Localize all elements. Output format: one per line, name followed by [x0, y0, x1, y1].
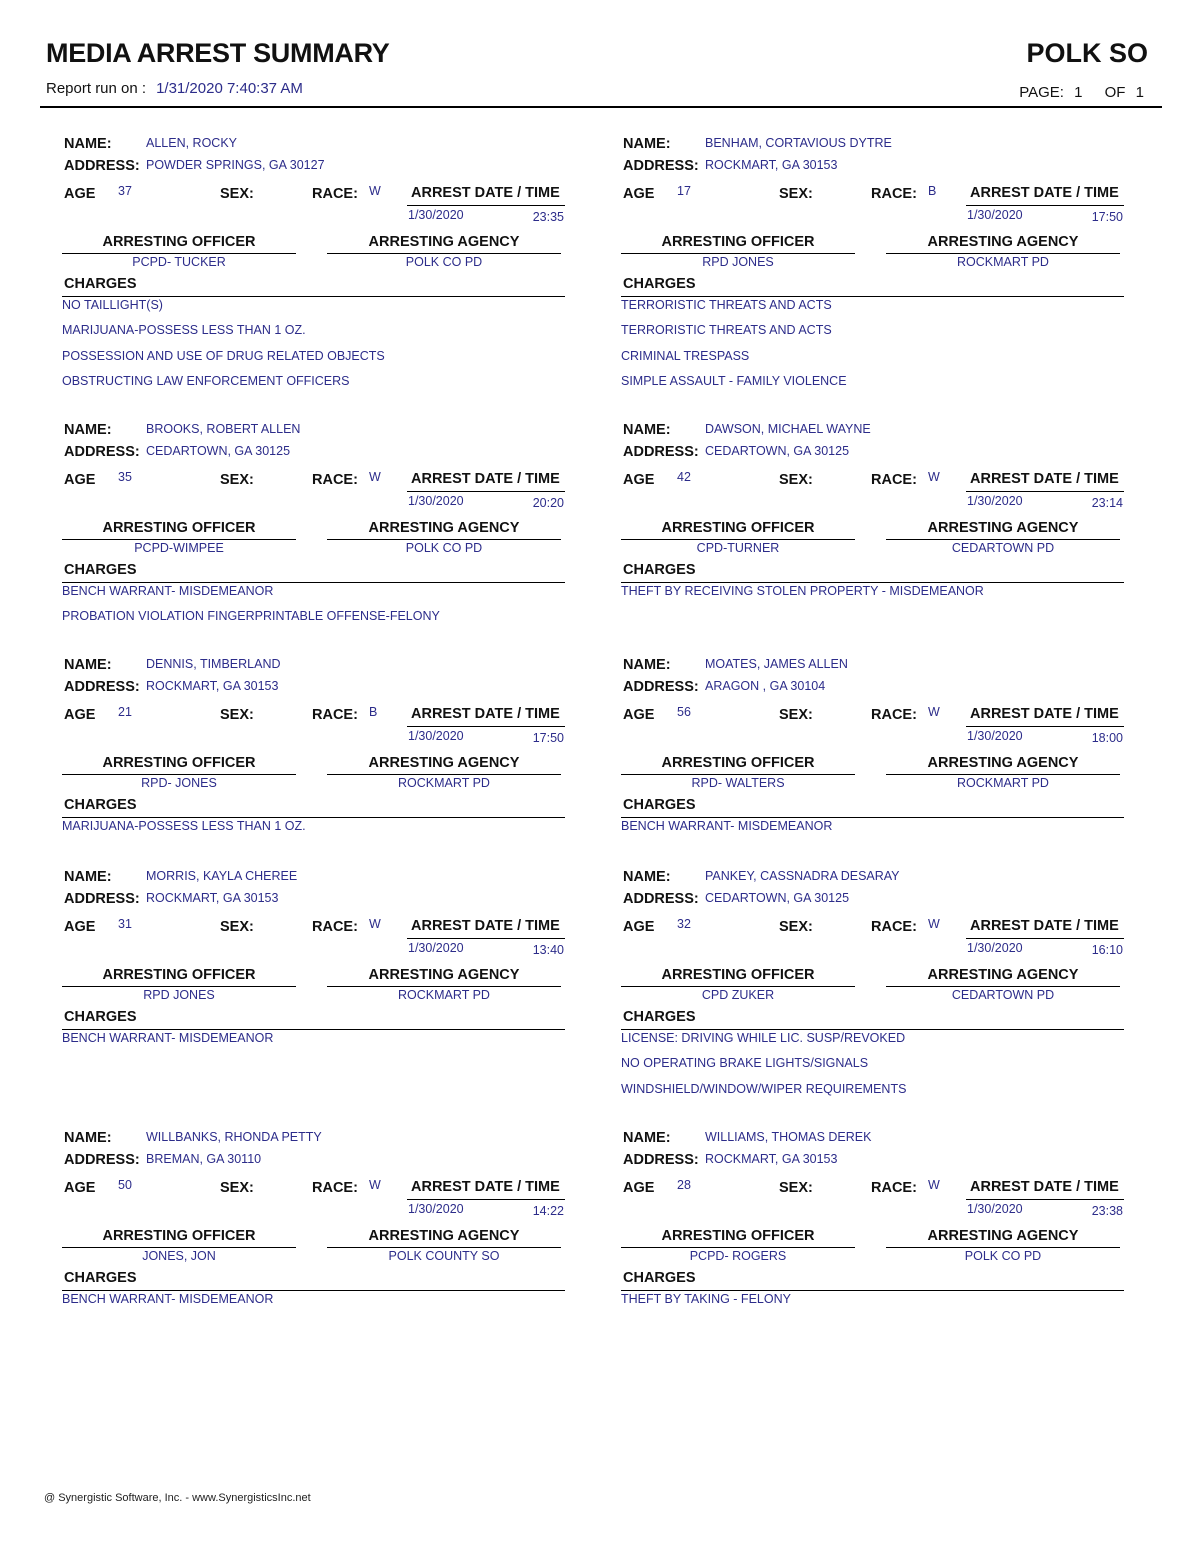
name-label: NAME:	[623, 1130, 671, 1146]
person-race: W	[369, 184, 381, 198]
arrest-time: 20:20	[532, 496, 564, 510]
arrest-datetime-rule	[966, 491, 1124, 492]
name-label: NAME:	[623, 422, 671, 438]
person-name: DENNIS, TIMBERLAND	[146, 657, 281, 671]
race-label: RACE:	[871, 707, 917, 723]
arrest-datetime-label: ARREST DATE / TIME	[970, 185, 1119, 201]
agency-rule	[886, 774, 1120, 775]
page-total: 1	[1135, 84, 1144, 101]
page-label: PAGE:	[1019, 84, 1064, 101]
charges-rule	[621, 1290, 1124, 1291]
arrest-time: 23:38	[1091, 1204, 1123, 1218]
agency-label: ARRESTING AGENCY	[368, 520, 520, 536]
arrest-datetime-rule	[966, 1199, 1124, 1200]
arrest-record-9	[62, 1118, 565, 1318]
arresting-agency: POLK CO PD	[964, 1249, 1042, 1263]
charge-item: THEFT BY TAKING - FELONY	[621, 1292, 791, 1306]
charge-item: MARIJUANA-POSSESS LESS THAN 1 OZ.	[62, 819, 306, 833]
arresting-officer: JONES, JON	[142, 1249, 216, 1263]
charges-rule	[621, 582, 1124, 583]
person-address: ROCKMART, GA 30153	[146, 679, 279, 693]
race-label: RACE:	[312, 472, 358, 488]
arresting-agency: CEDARTOWN PD	[951, 541, 1055, 555]
person-name: MOATES, JAMES ALLEN	[705, 657, 848, 671]
officer-label: ARRESTING OFFICER	[661, 520, 815, 536]
agency-label: ARRESTING AGENCY	[368, 967, 520, 983]
address-label: ADDRESS:	[623, 1152, 699, 1168]
charges-rule	[621, 817, 1124, 818]
charges-label: CHARGES	[623, 1009, 696, 1025]
officer-rule	[62, 253, 296, 254]
arrest-datetime-label: ARREST DATE / TIME	[970, 706, 1119, 722]
agency-rule	[886, 1247, 1120, 1248]
arresting-officer: RPD JONES	[702, 255, 774, 269]
person-age: 32	[677, 917, 691, 931]
footer-credit: @ Synergistic Software, Inc. - www.SynergisticsInc.net	[44, 1492, 311, 1504]
age-label: AGE	[623, 919, 655, 935]
arresting-agency: ROCKMART PD	[957, 776, 1049, 790]
charge-item: BENCH WARRANT- MISDEMEANOR	[62, 1292, 274, 1306]
charge-item: TERRORISTIC THREATS AND ACTS	[621, 323, 832, 338]
person-race: B	[928, 184, 937, 198]
charges-rule	[621, 1029, 1124, 1030]
officer-label: ARRESTING OFFICER	[661, 1228, 815, 1244]
agency-label: ARRESTING AGENCY	[927, 234, 1079, 250]
charges-label: CHARGES	[64, 1009, 137, 1025]
charges-rule	[62, 817, 565, 818]
arresting-officer: PCPD- ROGERS	[689, 1249, 787, 1263]
officer-rule	[621, 253, 855, 254]
officer-rule	[62, 539, 296, 540]
person-name: WILLIAMS, THOMAS DEREK	[705, 1130, 872, 1144]
arrest-time: 17:50	[1091, 210, 1123, 224]
age-label: AGE	[623, 707, 655, 723]
officer-rule	[621, 774, 855, 775]
officer-label: ARRESTING OFFICER	[661, 967, 815, 983]
name-label: NAME:	[623, 657, 671, 673]
agency-rule	[327, 774, 561, 775]
age-label: AGE	[64, 707, 96, 723]
arresting-officer: RPD JONES	[143, 988, 215, 1002]
arresting-officer: CPD ZUKER	[701, 988, 775, 1002]
arresting-officer: RPD- JONES	[141, 776, 217, 790]
person-address: CEDARTOWN, GA 30125	[705, 444, 850, 458]
arrest-datetime-rule	[407, 491, 565, 492]
arrest-record-5	[62, 645, 565, 845]
arresting-officer: PCPD-WIMPEE	[134, 541, 224, 555]
charges-rule	[62, 582, 565, 583]
charges-label: CHARGES	[623, 562, 696, 578]
officer-rule	[62, 1247, 296, 1248]
name-label: NAME:	[64, 422, 112, 438]
officer-label: ARRESTING OFFICER	[102, 234, 256, 250]
agency-rule	[886, 986, 1120, 987]
arrest-date: 1/30/2020	[408, 208, 464, 222]
officer-label: ARRESTING OFFICER	[102, 520, 256, 536]
header-rule	[40, 106, 1162, 108]
charges-label: CHARGES	[64, 276, 137, 292]
arrest-record-6	[621, 645, 1124, 845]
sex-label: SEX:	[220, 707, 254, 723]
agency-rule	[327, 1247, 561, 1248]
arrest-time: 23:14	[1091, 496, 1123, 510]
person-age: 28	[677, 1178, 691, 1192]
agency-rule	[886, 539, 1120, 540]
officer-label: ARRESTING OFFICER	[661, 755, 815, 771]
person-address: CEDARTOWN, GA 30125	[146, 444, 291, 458]
charge-item: MARIJUANA-POSSESS LESS THAN 1 OZ.	[62, 323, 306, 338]
name-label: NAME:	[623, 136, 671, 152]
charges-label: CHARGES	[64, 797, 137, 813]
person-age: 31	[118, 917, 132, 931]
arrest-record-3	[62, 410, 565, 624]
person-age: 21	[118, 705, 132, 719]
agency-label: ARRESTING AGENCY	[927, 520, 1079, 536]
person-name: MORRIS, KAYLA CHEREE	[146, 869, 298, 883]
arrest-date: 1/30/2020	[967, 1202, 1023, 1216]
race-label: RACE:	[871, 1180, 917, 1196]
charge-item: POSSESSION AND USE OF DRUG RELATED OBJECTS	[62, 348, 385, 363]
race-label: RACE:	[871, 472, 917, 488]
agency-label: ARRESTING AGENCY	[927, 967, 1079, 983]
agency-rule	[886, 253, 1120, 254]
officer-rule	[621, 539, 855, 540]
report-title: MEDIA ARREST SUMMARY	[46, 38, 390, 68]
agency-title: POLK SO	[1026, 38, 1148, 68]
age-label: AGE	[64, 919, 96, 935]
arrest-record-4	[621, 410, 1124, 610]
officer-label: ARRESTING OFFICER	[102, 1228, 256, 1244]
charge-item: TERRORISTIC THREATS AND ACTS	[621, 298, 832, 312]
arresting-officer: RPD- WALTERS	[691, 776, 785, 790]
person-name: ALLEN, ROCKY	[146, 136, 238, 150]
person-race: W	[369, 917, 381, 931]
person-age: 56	[677, 705, 691, 719]
charge-item: THEFT BY RECEIVING STOLEN PROPERTY - MISDEMEANOR	[621, 584, 984, 598]
arresting-agency: POLK COUNTY SO	[388, 1249, 500, 1263]
age-label: AGE	[64, 186, 96, 202]
race-label: RACE:	[871, 919, 917, 935]
agency-label: ARRESTING AGENCY	[927, 1228, 1079, 1244]
age-label: AGE	[623, 1180, 655, 1196]
name-label: NAME:	[64, 869, 112, 885]
charges-label: CHARGES	[64, 1270, 137, 1286]
arrest-time: 16:10	[1091, 943, 1123, 957]
person-race: W	[369, 1178, 381, 1192]
arresting-officer: PCPD- TUCKER	[132, 255, 226, 269]
person-name: WILLBANKS, RHONDA PETTY	[146, 1130, 322, 1144]
arrest-date: 1/30/2020	[967, 208, 1023, 222]
arrest-datetime-label: ARREST DATE / TIME	[970, 918, 1119, 934]
address-label: ADDRESS:	[623, 158, 699, 174]
charge-item: BENCH WARRANT- MISDEMEANOR	[621, 819, 833, 833]
arrest-time: 23:35	[532, 210, 564, 224]
charge-item: CRIMINAL TRESPASS	[621, 348, 750, 363]
arrest-record-10	[621, 1118, 1124, 1318]
race-label: RACE:	[871, 186, 917, 202]
arrest-datetime-label: ARREST DATE / TIME	[411, 471, 560, 487]
person-race: W	[928, 917, 940, 931]
address-label: ADDRESS:	[623, 679, 699, 695]
age-label: AGE	[64, 1180, 96, 1196]
charges-label: CHARGES	[623, 797, 696, 813]
sex-label: SEX:	[779, 707, 813, 723]
charge-item: BENCH WARRANT- MISDEMEANOR	[62, 1031, 274, 1045]
arrest-record-8	[621, 857, 1124, 1096]
agency-rule	[327, 539, 561, 540]
officer-rule	[621, 986, 855, 987]
arrest-date: 1/30/2020	[408, 494, 464, 508]
page-of-label: OF	[1104, 84, 1126, 101]
person-age: 50	[118, 1178, 132, 1192]
address-label: ADDRESS:	[64, 1152, 140, 1168]
arresting-officer: CPD-TURNER	[696, 541, 780, 555]
race-label: RACE:	[312, 919, 358, 935]
sex-label: SEX:	[779, 186, 813, 202]
arrest-datetime-rule	[966, 726, 1124, 727]
person-name: PANKEY, CASSNADRA DESARAY	[705, 869, 900, 883]
charge-item: NO OPERATING BRAKE LIGHTS/SIGNALS	[621, 1056, 869, 1071]
address-label: ADDRESS:	[64, 679, 140, 695]
report-run-value: 1/31/2020 7:40:37 AM	[156, 80, 303, 97]
report-run-label: Report run on :	[46, 80, 147, 97]
race-label: RACE:	[312, 1180, 358, 1196]
arrest-datetime-label: ARREST DATE / TIME	[411, 185, 560, 201]
person-address: ROCKMART, GA 30153	[705, 1152, 838, 1166]
agency-label: ARRESTING AGENCY	[368, 234, 520, 250]
address-label: ADDRESS:	[623, 891, 699, 907]
person-name: BROOKS, ROBERT ALLEN	[146, 422, 301, 436]
sex-label: SEX:	[779, 1180, 813, 1196]
sex-label: SEX:	[220, 919, 254, 935]
officer-label: ARRESTING OFFICER	[661, 234, 815, 250]
agency-rule	[327, 986, 561, 987]
arrest-datetime-label: ARREST DATE / TIME	[970, 471, 1119, 487]
address-label: ADDRESS:	[64, 158, 140, 174]
person-race: W	[928, 705, 940, 719]
charges-rule	[621, 296, 1124, 297]
charge-item: NO TAILLIGHT(S)	[62, 298, 163, 312]
address-label: ADDRESS:	[64, 444, 140, 460]
arresting-agency: POLK CO PD	[405, 541, 483, 555]
person-age: 37	[118, 184, 132, 198]
address-label: ADDRESS:	[623, 444, 699, 460]
race-label: RACE:	[312, 186, 358, 202]
charges-rule	[62, 1290, 565, 1291]
arrest-datetime-label: ARREST DATE / TIME	[411, 918, 560, 934]
person-race: W	[928, 470, 940, 484]
arresting-agency: ROCKMART PD	[398, 988, 490, 1002]
sex-label: SEX:	[779, 919, 813, 935]
arrest-datetime-label: ARREST DATE / TIME	[411, 706, 560, 722]
sex-label: SEX:	[220, 186, 254, 202]
arresting-agency: POLK CO PD	[405, 255, 483, 269]
arrest-time: 17:50	[532, 731, 564, 745]
arrest-datetime-label: ARREST DATE / TIME	[970, 1179, 1119, 1195]
arrest-datetime-rule	[407, 205, 565, 206]
report-run-row	[46, 80, 303, 97]
race-label: RACE:	[312, 707, 358, 723]
person-address: CEDARTOWN, GA 30125	[705, 891, 850, 905]
address-label: ADDRESS:	[64, 891, 140, 907]
charges-label: CHARGES	[623, 276, 696, 292]
agency-label: ARRESTING AGENCY	[927, 755, 1079, 771]
person-address: ROCKMART, GA 30153	[705, 158, 838, 172]
arrest-date: 1/30/2020	[967, 494, 1023, 508]
charge-item: LICENSE: DRIVING WHILE LIC. SUSP/REVOKED	[621, 1031, 906, 1045]
charge-item: WINDSHIELD/WINDOW/WIPER REQUIREMENTS	[621, 1081, 907, 1096]
page-indicator	[1013, 84, 1144, 101]
arrest-time: 18:00	[1091, 731, 1123, 745]
officer-rule	[62, 774, 296, 775]
person-race: W	[369, 470, 381, 484]
arrest-date: 1/30/2020	[408, 1202, 464, 1216]
page-number: 1	[1074, 84, 1083, 101]
name-label: NAME:	[623, 869, 671, 885]
sex-label: SEX:	[220, 1180, 254, 1196]
charge-item: SIMPLE ASSAULT - FAMILY VIOLENCE	[621, 373, 847, 388]
arrest-record-7	[62, 857, 565, 1057]
agency-rule	[327, 253, 561, 254]
arrest-datetime-rule	[407, 726, 565, 727]
officer-label: ARRESTING OFFICER	[102, 967, 256, 983]
officer-label: ARRESTING OFFICER	[102, 755, 256, 771]
person-age: 17	[677, 184, 691, 198]
arrest-time: 13:40	[532, 943, 564, 957]
person-address: BREMAN, GA 30110	[146, 1152, 262, 1166]
name-label: NAME:	[64, 1130, 112, 1146]
sex-label: SEX:	[779, 472, 813, 488]
age-label: AGE	[623, 186, 655, 202]
person-age: 42	[677, 470, 691, 484]
name-label: NAME:	[64, 136, 112, 152]
arrest-datetime-rule	[966, 938, 1124, 939]
person-name: DAWSON, MICHAEL WAYNE	[705, 422, 871, 436]
person-name: BENHAM, CORTAVIOUS DYTRE	[705, 136, 892, 150]
arresting-agency: ROCKMART PD	[957, 255, 1049, 269]
arrest-date: 1/30/2020	[967, 941, 1023, 955]
charges-label: CHARGES	[623, 1270, 696, 1286]
arrest-record-1	[62, 124, 565, 388]
arresting-agency: ROCKMART PD	[398, 776, 490, 790]
arrest-date: 1/30/2020	[408, 941, 464, 955]
charges-rule	[62, 296, 565, 297]
charge-item: PROBATION VIOLATION FINGERPRINTABLE OFFENSE-FELONY	[62, 609, 440, 624]
arrest-datetime-label: ARREST DATE / TIME	[411, 1179, 560, 1195]
officer-rule	[621, 1247, 855, 1248]
charges-rule	[62, 1029, 565, 1030]
person-address: POWDER SPRINGS, GA 30127	[146, 158, 325, 172]
arrest-record-2	[621, 124, 1124, 388]
name-label: NAME:	[64, 657, 112, 673]
arrest-datetime-rule	[966, 205, 1124, 206]
charge-item: BENCH WARRANT- MISDEMEANOR	[62, 584, 274, 598]
age-label: AGE	[623, 472, 655, 488]
person-address: ARAGON , GA 30104	[705, 679, 826, 693]
arrest-time: 14:22	[532, 1204, 564, 1218]
arrest-date: 1/30/2020	[408, 729, 464, 743]
charge-item: OBSTRUCTING LAW ENFORCEMENT OFFICERS	[62, 373, 350, 388]
arrest-date: 1/30/2020	[967, 729, 1023, 743]
person-address: ROCKMART, GA 30153	[146, 891, 279, 905]
agency-label: ARRESTING AGENCY	[368, 1228, 520, 1244]
sex-label: SEX:	[220, 472, 254, 488]
age-label: AGE	[64, 472, 96, 488]
arrest-datetime-rule	[407, 1199, 565, 1200]
person-race: W	[928, 1178, 940, 1192]
agency-label: ARRESTING AGENCY	[368, 755, 520, 771]
officer-rule	[62, 986, 296, 987]
arrest-datetime-rule	[407, 938, 565, 939]
arresting-agency: CEDARTOWN PD	[951, 988, 1055, 1002]
person-age: 35	[118, 470, 132, 484]
person-race: B	[369, 705, 378, 719]
charges-label: CHARGES	[64, 562, 137, 578]
